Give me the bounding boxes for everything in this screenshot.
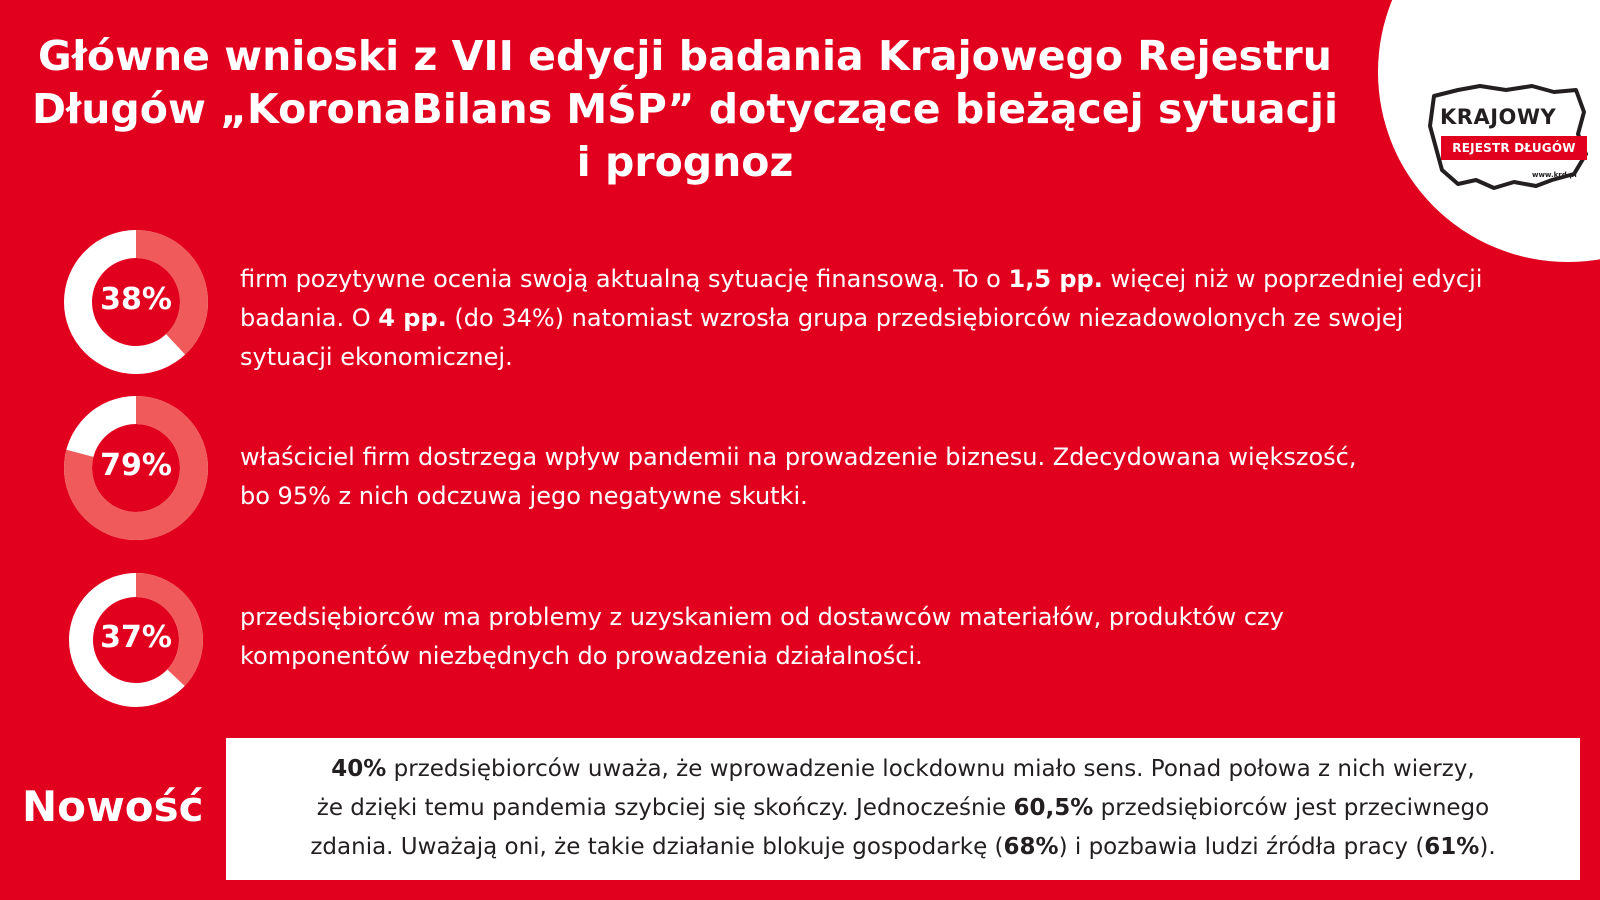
- nowosc-line-1: [226, 750, 1580, 789]
- nowosc-part: przedsiębiorców jest przeciwnego: [1093, 795, 1490, 821]
- stat-text-line: właściciel firm dostrzega wpływ pandemii na prowadzenie biznesu. Zdecydowana większość,: [240, 443, 1357, 471]
- nowosc-bold: 60,5%: [1013, 795, 1094, 821]
- logo-url: www.krd.pl: [1532, 171, 1577, 179]
- stat-text-part: więcej niż w poprzedniej edycji: [1102, 265, 1483, 293]
- stat-text-line: [240, 260, 1580, 299]
- nowosc-part: przedsiębiorców uważa, że wprowadzenie lockdownu miało sens. Ponad połowa z nich wierzy,: [386, 756, 1475, 782]
- nowosc-bold: 40%: [331, 756, 387, 782]
- donut-chart: [68, 572, 204, 708]
- stat-text: [240, 260, 1580, 377]
- stat-text-line: [240, 299, 1580, 338]
- page-title: [20, 30, 1350, 189]
- stat-text-part: badania. O: [240, 304, 379, 332]
- nowosc-label: Nowość: [22, 782, 204, 831]
- stat-text-line: sytuacji ekonomicznej.: [240, 343, 513, 371]
- donut-label: 37%: [100, 620, 172, 655]
- nowosc-bold: 68%: [1003, 834, 1059, 860]
- stat-text-line: przedsiębiorców ma problemy z uzyskaniem od dostawców materiałów, produktów czy: [240, 603, 1284, 631]
- title-line-2: Długów „KoronaBilans MŚP” dotyczące bieżącej sytuacji: [32, 85, 1338, 133]
- nowosc-bold: 61%: [1424, 834, 1480, 860]
- donut-label: 79%: [100, 448, 172, 483]
- donut-label: 38%: [100, 282, 172, 317]
- nowosc-part: ).: [1479, 834, 1496, 860]
- nowosc-part: zdania. Uważają oni, że takie działanie blokuje gospodarkę (: [310, 834, 1004, 860]
- nowosc-line-2: [226, 789, 1580, 828]
- stat-text: [240, 598, 1580, 676]
- stat-text: [240, 438, 1580, 516]
- logo-krajowy: KRAJOWY: [1440, 105, 1557, 129]
- stat-text-part: firm pozytywne ocenia swoją aktualną sytuację finansową. To o: [240, 265, 1009, 293]
- nowosc-line-3: [226, 828, 1580, 867]
- stat-text-line: komponentów niezbędnych do prowadzenia działalności.: [240, 642, 923, 670]
- nowosc-part: że dzięki temu pandemia szybciej się skończy. Jednocześnie: [316, 795, 1014, 821]
- nowosc-part: ) i pozbawia ludzi źródła pracy (: [1058, 834, 1425, 860]
- stat-text-line: bo 95% z nich odczuwa jego negatywne skutki.: [240, 482, 808, 510]
- title-line-1: Główne wnioski z VII edycji badania Krajowego Rejestru: [38, 32, 1332, 80]
- stat-text-bold: 4 pp.: [378, 304, 447, 332]
- logo-rejestr-bar: REJESTR DŁUGÓW: [1441, 136, 1587, 160]
- nowosc-box: [226, 738, 1580, 880]
- title-line-3: i prognoz: [576, 138, 794, 186]
- stat-text-part: (do 34%) natomiast wzrosła grupa przedsiębiorców niezadowolonych ze swojej: [446, 304, 1404, 332]
- donut-chart: [64, 230, 208, 374]
- stat-text-bold: 1,5 pp.: [1008, 265, 1103, 293]
- donut-chart: [64, 396, 208, 540]
